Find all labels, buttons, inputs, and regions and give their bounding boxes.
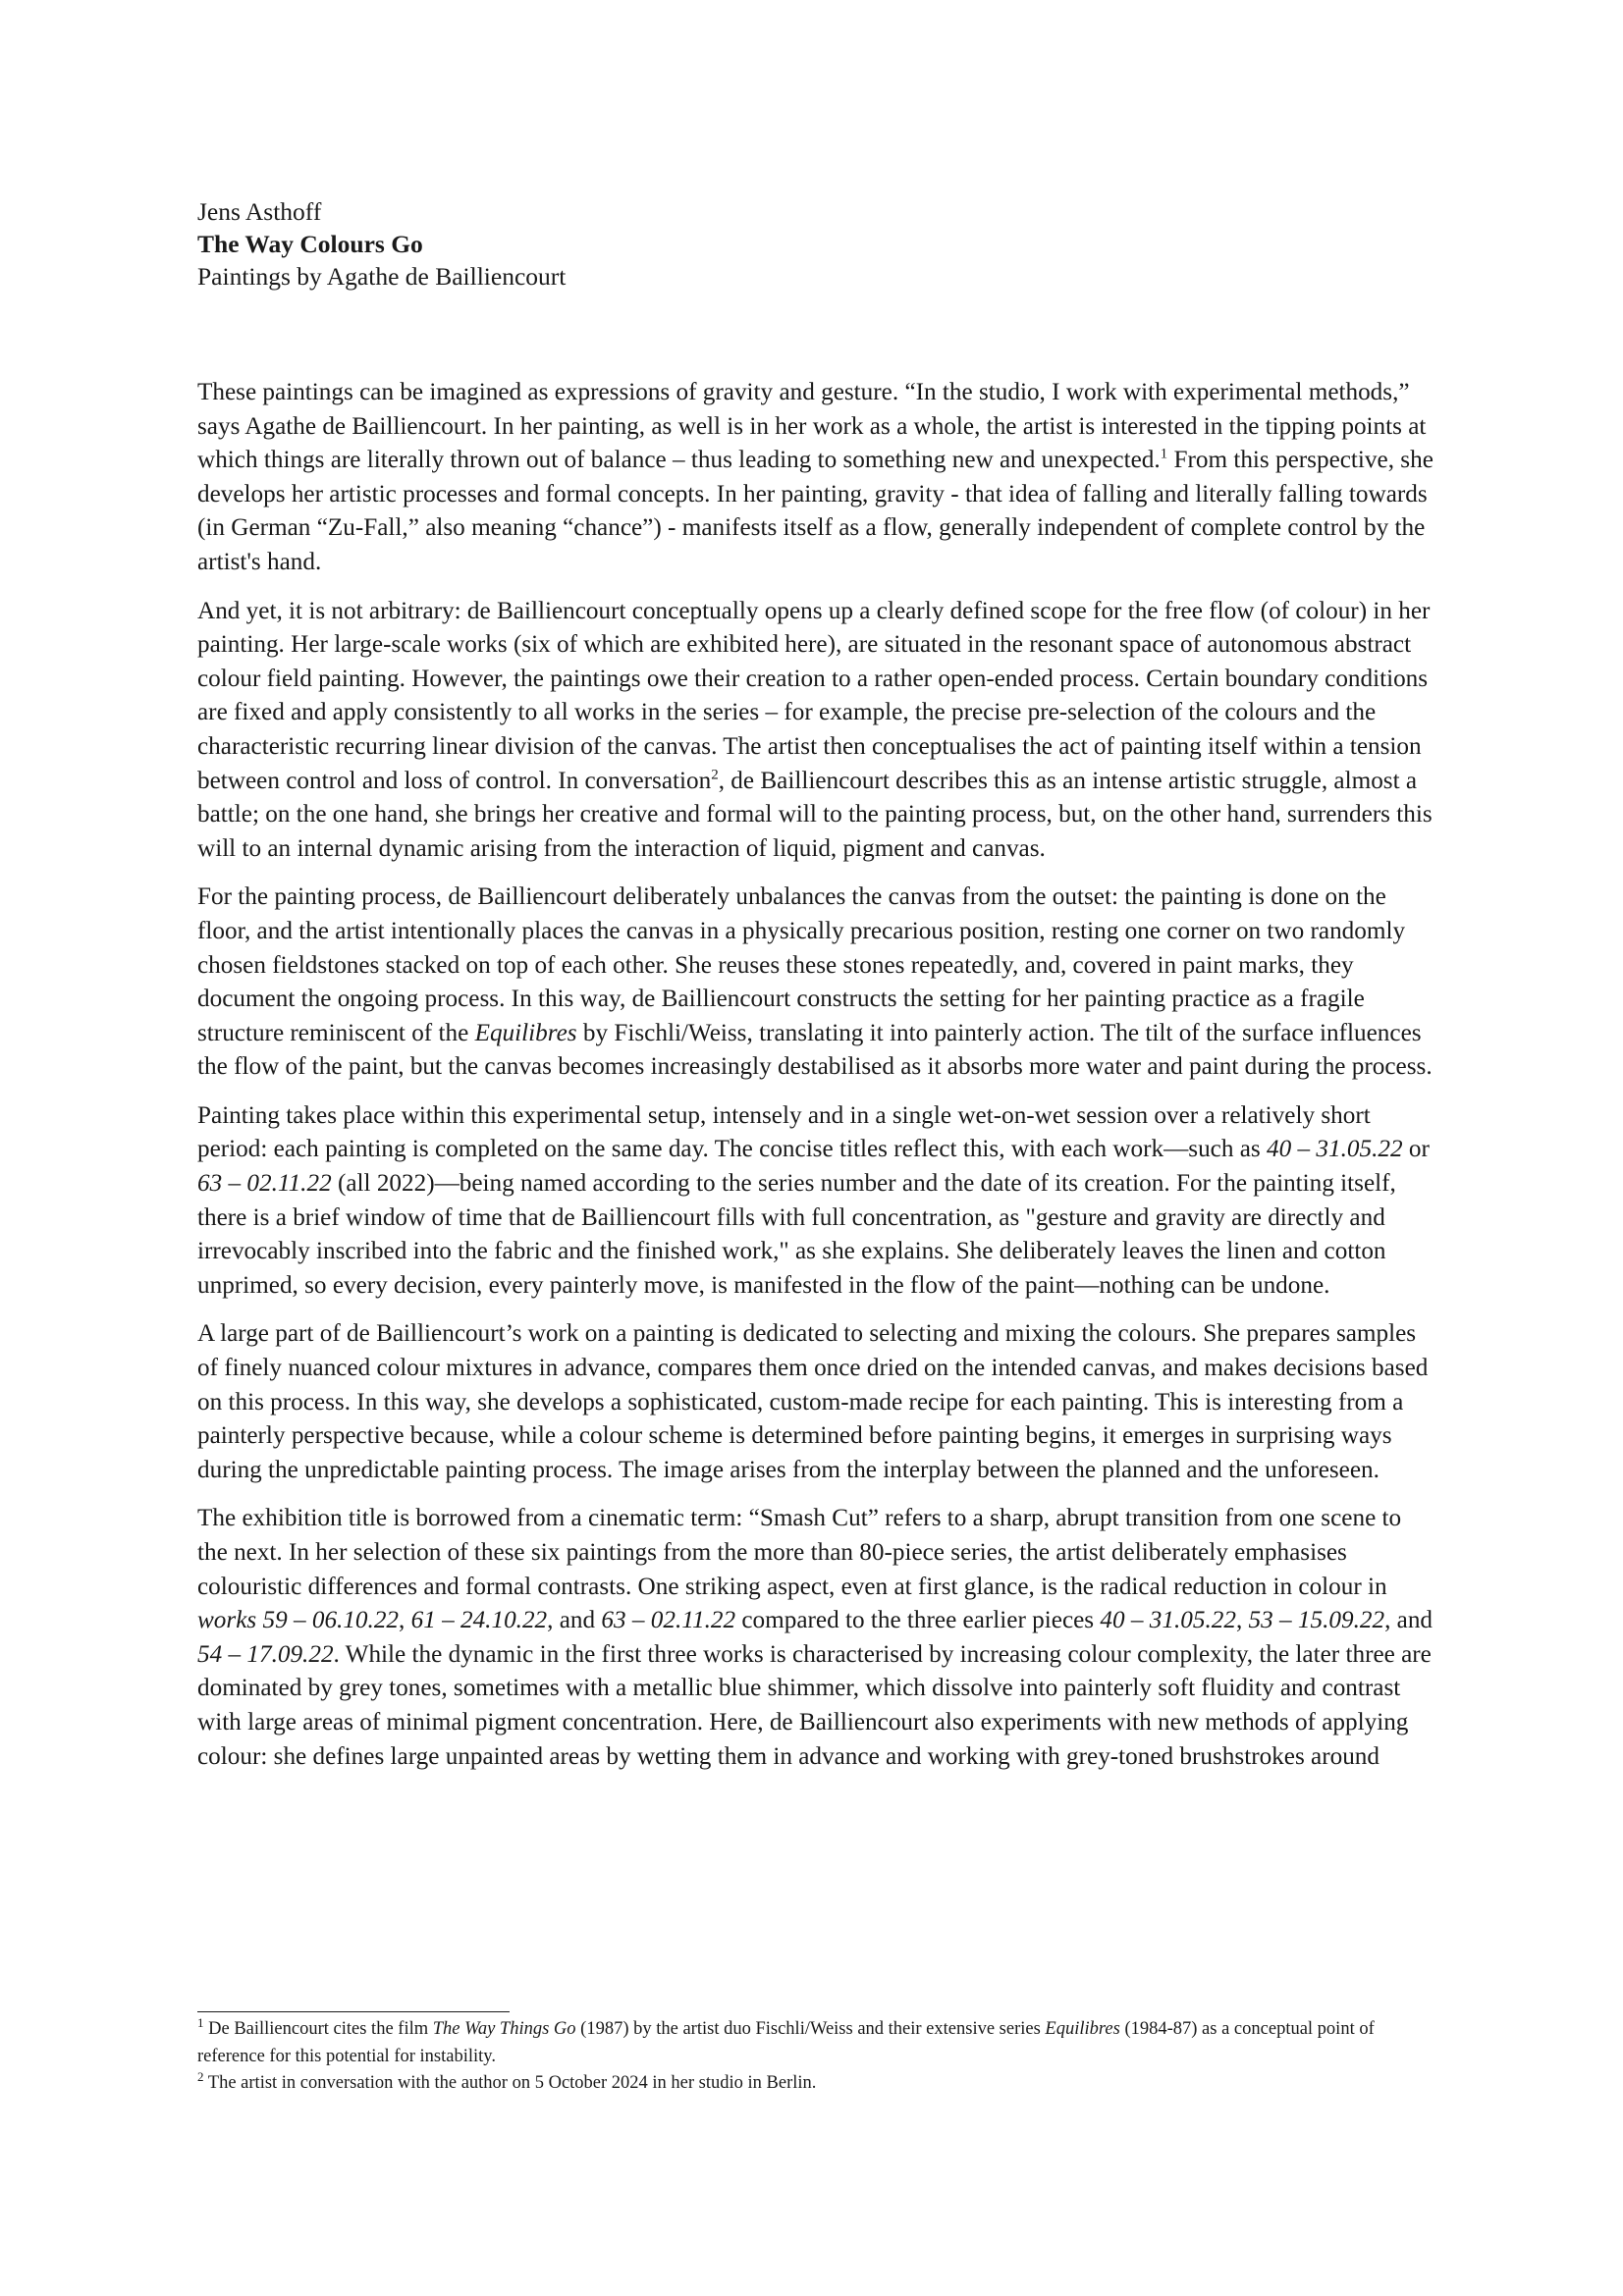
paragraph-text: Painting takes place within this experimental setup, intensely and in a single wet-on-wet session over a relatively short period: each painting is completed on the same day. The concise titles reflect this, with each work—such as bbox=[197, 1101, 1371, 1163]
paragraph-text: , and bbox=[1384, 1607, 1434, 1634]
italic-film-title: The Way Things Go bbox=[432, 2019, 576, 2039]
paragraph-text: From this perspective, she develops her artistic processes and formal concepts. In her painting, gravity - that idea of falling and literally falling towards (in German “Zu-Fall,” also meaning “chance”) - manifests itself as a flow, generally independent of complete control by the artist's hand. bbox=[197, 447, 1434, 575]
paragraph-text: For the painting process, de Bailliencourt deliberately unbalances the canvas from the outset: the painting is done on the floor, and the artist intentionally places the canvas in a physically precarious position, resting one corner on two randomly chosen fieldstones stacked on top of each other. She reuses these stones repeatedly, and, covered in paint marks, they document the ongoing process. In this way, de Bailliencourt constructs the setting for her painting practice as a fragile structure reminiscent of the bbox=[197, 883, 1406, 1046]
paragraph-text: The exhibition title is borrowed from a cinematic term: “Smash Cut” refers to a sharp, abrupt transition from one scene to the next. In her selection of these six paintings from the more than 80-piece series, the artist deliberately emphasises colouristic differences and formal contrasts. One striking aspect, even at first glance, is the radical reduction in colour in bbox=[197, 1505, 1402, 1600]
italic-work-title: 54 – 17.09.22 bbox=[197, 1640, 334, 1668]
paragraph-text: (all 2022)—being named according to the series number and the date of its creation. For the painting itself, there is a brief window of time that de Bailliencourt fills with full concentration, as "gesture and gravity are directly and irrevocably inscribed into the fabric and the finished work," as she explains. She deliberately leaves the linen and cotton unprimed, so every decision, every painterly move, is manifested in the flow of the paint—nothing can be undone. bbox=[197, 1170, 1396, 1299]
paragraph-2 bbox=[197, 595, 1434, 867]
article-title: The Way Colours Go bbox=[197, 230, 423, 258]
footnote-separator bbox=[197, 2011, 510, 2012]
italic-work-title: 40 – 31.05.22 bbox=[1100, 1607, 1236, 1634]
footnote-text: (1987) by the artist duo Fischli/Weiss and their extensive series bbox=[575, 2019, 1046, 2039]
author-name: Jens Asthoff bbox=[197, 197, 322, 226]
paragraph-text: . While the dynamic in the first three works is characterised by increasing colour complexity, the later three are dominated by grey tones, sometimes with a metallic blue shimmer, which dissolve into painterly soft fluidity and contrast with large areas of minimal pigment concentration. Here, de Bailliencourt also experiments with new methods of applying colour: she defines large unpainted areas by wetting them in advance and working with grey-toned brushstrokes around bbox=[197, 1640, 1432, 1770]
footnotes bbox=[197, 2016, 1444, 2098]
paragraph-text: , and bbox=[547, 1607, 602, 1634]
footnote-text: (1984-87) as a conceptual point of reference for this potential for instability. bbox=[197, 2019, 1375, 2066]
paragraph-text: by Fischli/Weiss, translating it into painterly action. The tilt of the surface influences the flow of the paint, but the canvas becomes increasingly destabilised as it absorbs more water and paint during the process. bbox=[197, 1019, 1433, 1081]
italic-work-title: 63 – 02.11.22 bbox=[601, 1607, 736, 1634]
footnote-text: The artist in conversation with the author on 5 October 2024 in her studio in Berlin. bbox=[203, 2073, 817, 2093]
footnote-ref-2: 2 bbox=[711, 767, 719, 783]
paragraph-text: These paintings can be imagined as expressions of gravity and gesture. “In the studio, I work with experimental methods,” says Agathe de Bailliencourt. In her painting, as well is in her work as a whole, the artist is interested in the tipping points at which things are literally thrown out of balance – thus leading to something new and unexpected. bbox=[197, 379, 1427, 474]
italic-work-title: works 59 – 06.10.22 bbox=[197, 1607, 400, 1634]
paragraph-text: , bbox=[399, 1607, 411, 1634]
article-subtitle: Paintings by Agathe de Bailliencourt bbox=[197, 262, 567, 291]
italic-work-title: 61 – 24.10.22 bbox=[410, 1607, 548, 1634]
article-header bbox=[197, 195, 566, 293]
italic-work-title: 63 – 02.11.22 bbox=[197, 1170, 332, 1198]
article-body bbox=[197, 376, 1434, 1789]
footnote-ref-1: 1 bbox=[1160, 446, 1168, 462]
italic-series-title: Equilibres bbox=[1045, 2019, 1120, 2039]
italic-work-title: 53 – 15.09.22 bbox=[1248, 1607, 1385, 1634]
paragraph-text: , de Bailliencourt describes this as an intense artistic struggle, almost a battle; on the one hand, she brings her creative and formal will to the painting process, but, on the other hand, surrenders this will to an internal dynamic arising from the interaction of liquid, pigment and canvas. bbox=[197, 767, 1433, 862]
footnote-text: De Bailliencourt cites the film bbox=[203, 2019, 433, 2039]
italic-work-title: 40 – 31.05.22 bbox=[1267, 1136, 1403, 1163]
paragraph-1 bbox=[197, 376, 1434, 580]
paragraph-text: , bbox=[1235, 1607, 1249, 1634]
footnote-number: 1 bbox=[197, 2014, 204, 2030]
footnote-2 bbox=[197, 2070, 1444, 2098]
paragraph-6 bbox=[197, 1502, 1434, 1774]
paragraph-3 bbox=[197, 881, 1434, 1085]
paragraph-4 bbox=[197, 1099, 1434, 1304]
paragraph-text: or bbox=[1402, 1136, 1430, 1163]
paragraph-text: And yet, it is not arbitrary: de Bailliencourt conceptually opens up a clearly defined scope for the free flow (of colour) in her painting. Her large-scale works (six of which are exhibited here), are situated in the resonant space of autonomous abstract colour field painting. However, the paintings owe their creation to a rather open-ended process. Certain boundary conditions are fixed and apply consistently to all works in the series – for example, the precise pre-selection of the colours and the characteristic recurring linear division of the canvas. The artist then conceptualises the act of painting itself within a tension between control and loss of control. In conversation bbox=[197, 597, 1431, 794]
paragraph-text: compared to the three earlier pieces bbox=[735, 1607, 1101, 1634]
paragraph-5: A large part of de Bailliencourt’s work on a painting is dedicated to selecting and mixing the colours. She prepares samples of finely nuanced colour mixtures in advance, compares them once dried on the intended canvas, and makes decisions based on this process. In this way, she develops a sophisticated, custom-made recipe for each painting. This is interesting from a painterly perspective because, while a colour scheme is determined before painting begins, it emerges in surprising ways during the unpredictable painting process. The image arises from the interplay between the planned and the unforeseen. bbox=[197, 1320, 1429, 1483]
italic-title: Equilibres bbox=[474, 1019, 577, 1046]
footnote-1 bbox=[197, 2016, 1444, 2070]
footnote-number: 2 bbox=[197, 2068, 204, 2084]
